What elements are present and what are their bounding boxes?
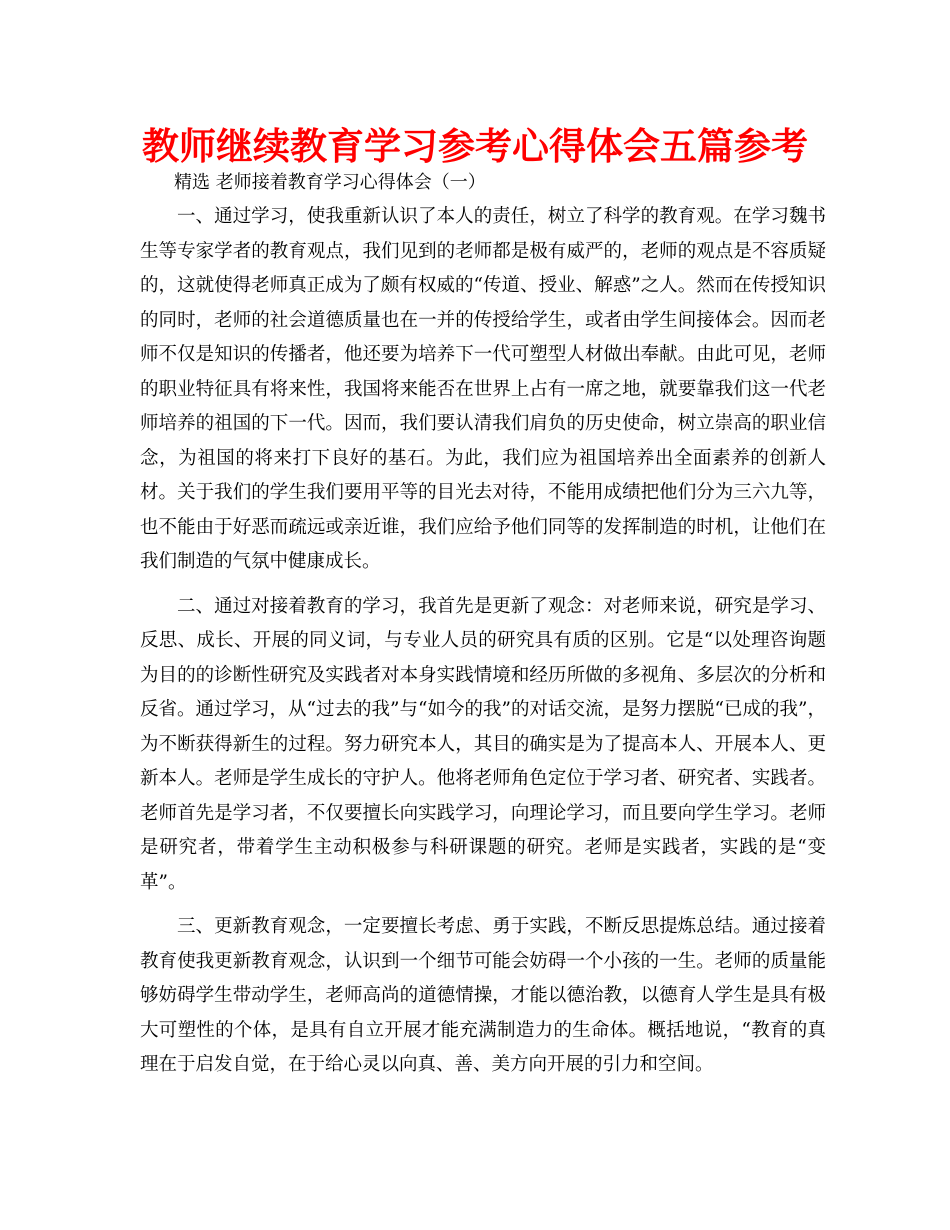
document-subtitle: 精选 老师接着教育学习心得体会（一） [174,172,486,193]
document-title: 教师继续教育学习参考心得体会五篇参考 [142,125,808,168]
paragraph-1: 一、通过学习，使我重新认识了本人的责任，树立了科学的教育观。在学习魏书生等专家学者的教育观点，我们见到的老师都是极有威严的，老师的观点是不容质疑的，这就使得老师真正成为了颇有权威的“传道、授业、解惑”之人。然而在传授知识的同时，老师的社会道德质量也在一并的传授给学生，或者由学生间接体会。因而老师不仅是知识的传播者，他还要为培养下一代可塑型人材做出奉献。由此可见，老师的职业特征具有将来性，我国将来能否在世界上占有一席之地，就要靠我们这一代老师培养的祖国的下一代。因而，我们要认清我们肩负的历史使命，树立崇高的职业信念，为祖国的将来打下良好的基石。为此，我们应为祖国培养出全面素养的创新人材。关于我们的学生我们要用平等的目光去对待，不能用成绩把他们分为三六九等，也不能由于好恶而疏远或亲近谁，我们应给予他们同等的发挥制造的时机，让他们在我们制造的气氛中健康成长。 [140,206,826,572]
paragraph-3: 三、更新教育观念，一定要擅长考虑、勇于实践，不断反思提炼总结。通过接着教育使我更新教育观念，认识到一个细节可能会妨碍一个小孩的一生。老师的质量能够妨碍学生带动学生，老师高尚的道德情操，才能以德治教，以德育人学生是具有极大可塑性的个体，是具有自立开展才能充满制造力的生命体。概括地说，“教育的真理在于启发自觉，在于给心灵以向真、善、美方向开展的引力和空间。 [140,916,826,1075]
paragraph-2: 二、通过对接着教育的学习，我首先是更新了观念：对老师来说，研究是学习、反思、成长、开展的同义词，与专业人员的研究具有质的区别。它是“以处理咨询题为目的的诊断性研究及实践者对本身实践情境和经历所做的多视角、多层次的分析和反省。通过学习，从“过去的我”与“如今的我”的对话交流，是努力摆脱“已成的我”，为不断获得新生的过程。努力研究本人，其目的确实是为了提高本人、开展本人、更新本人。老师是学生成长的守护人。他将老师角色定位于学习者、研究者、实践者。老师首先是学习者，不仅要擅长向实践学习，向理论学习，而且要向学生学习。老师是研究者，带着学生主动积极参与科研课题的研究。老师是实践者，实践的是“变革”。 [140,595,826,893]
document-body [140,200,826,1093]
